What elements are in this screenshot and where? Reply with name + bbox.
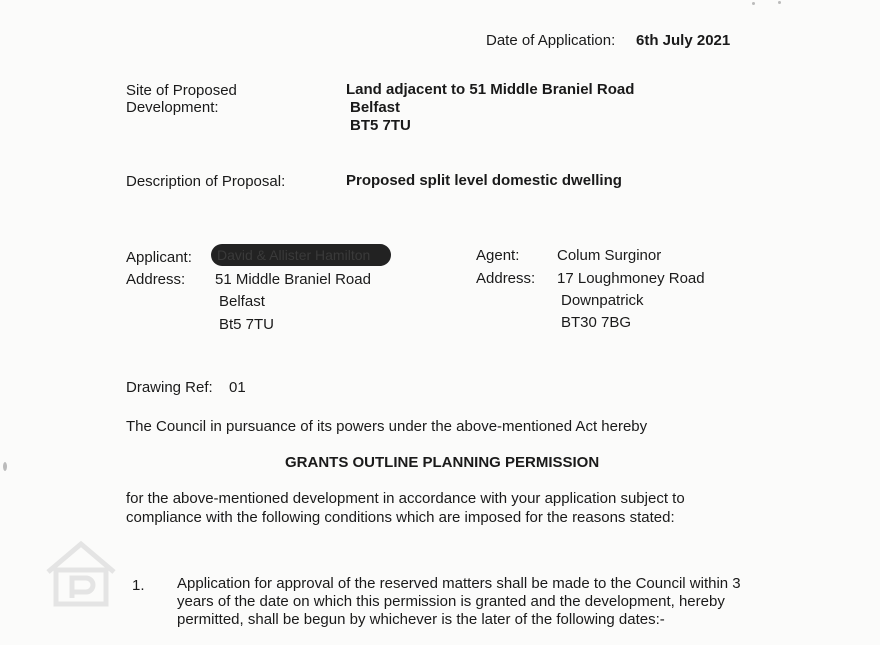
condition-line1: Application for approval of the reserved matters shall be made to the Council within 3 xyxy=(177,575,741,592)
agent-label: Agent: xyxy=(476,247,520,264)
site-address-line3: BT5 7TU xyxy=(350,117,411,134)
site-address-line2: Belfast xyxy=(350,99,401,116)
site-label-line2: Development: xyxy=(126,99,219,116)
applicant-address-line2: Belfast xyxy=(219,293,265,310)
agent-name: Colum Surginor xyxy=(557,247,662,264)
property-logo-icon xyxy=(42,538,120,608)
condition-line2: years of the date on which this permission is granted and the development, hereby xyxy=(177,593,725,610)
grant-heading: GRANTS OUTLINE PLANNING PERMISSION xyxy=(285,454,600,471)
condition-number: 1. xyxy=(132,577,145,594)
agent-address-label: Address: xyxy=(476,270,536,287)
applicant-address-line1: 51 Middle Braniel Road xyxy=(215,271,371,288)
site-address-line1: Land adjacent to 51 Middle Braniel Road xyxy=(346,81,635,98)
redacted-applicant-name: David & Allister Hamilton xyxy=(211,244,391,266)
agent-address-line2: Downpatrick xyxy=(561,292,644,309)
description-value: Proposed split level domestic dwelling xyxy=(346,172,622,189)
scan-speck xyxy=(752,2,755,5)
scan-speck xyxy=(3,462,7,471)
applicant-address-label: Address: xyxy=(126,271,186,288)
agent-address-line1: 17 Loughmoney Road xyxy=(557,270,705,287)
site-label-line1: Site of Proposed xyxy=(126,82,237,99)
condition-line3: permitted, shall be begun by whichever is the later of the following dates:- xyxy=(177,611,665,628)
conditions-intro-line2: compliance with the following conditions which are imposed for the reasons stated: xyxy=(126,509,675,526)
application-date-label: Date of Application: xyxy=(486,32,616,49)
application-date-value: 6th July 2021 xyxy=(636,32,731,49)
conditions-intro-line1: for the above-mentioned development in accordance with your application subject to xyxy=(126,490,685,507)
drawing-ref-value: 01 xyxy=(229,379,246,396)
description-label: Description of Proposal: xyxy=(126,173,286,190)
drawing-ref-label: Drawing Ref: xyxy=(126,379,213,396)
scan-speck xyxy=(778,1,781,4)
applicant-address-line3: Bt5 7TU xyxy=(219,316,275,333)
intro-text: The Council in pursuance of its powers under the above-mentioned Act hereby xyxy=(126,418,648,435)
applicant-label: Applicant: xyxy=(126,249,192,266)
agent-address-line3: BT30 7BG xyxy=(561,314,632,331)
